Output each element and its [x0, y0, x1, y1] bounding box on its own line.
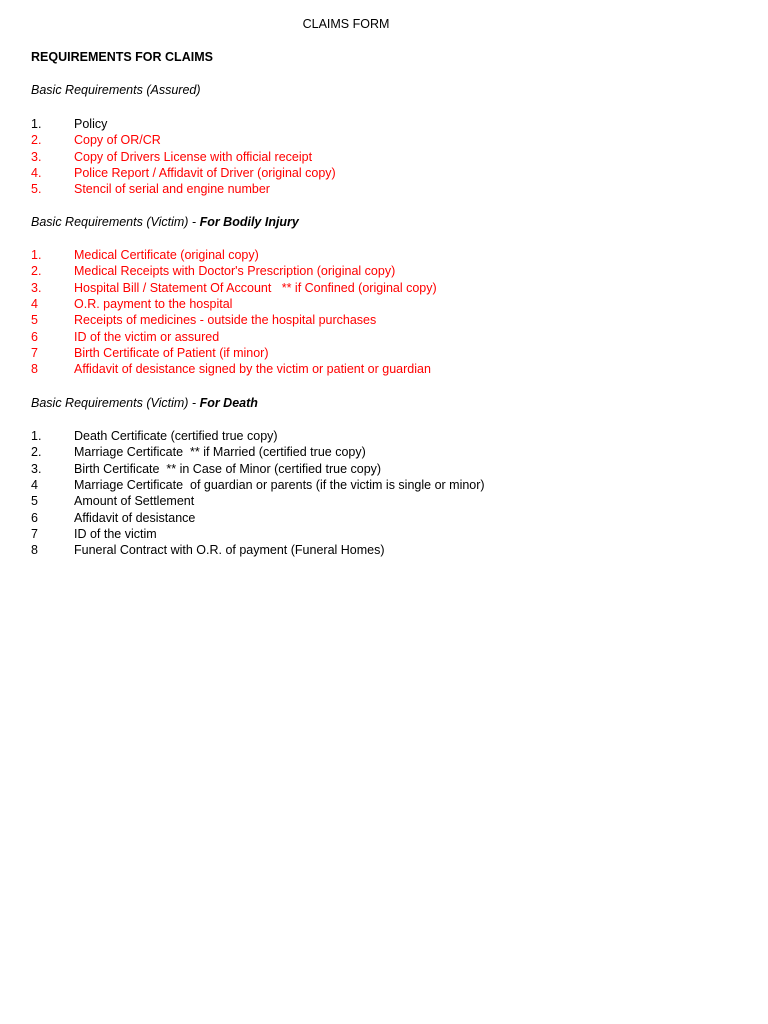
- item-number: 5: [31, 494, 38, 509]
- death-subheading-prefix: Basic Requirements (Victim) -: [31, 396, 200, 410]
- list-item: [31, 444, 366, 460]
- item-number: 7: [31, 346, 38, 361]
- list-item: [31, 296, 233, 312]
- item-text: Marriage Certificate ** if Married (certified true copy): [74, 445, 366, 460]
- item-number: 2.: [31, 133, 42, 148]
- list-item: [31, 345, 269, 361]
- item-text: Funeral Contract with O.R. of payment (Funeral Homes): [74, 543, 385, 558]
- item-text: Marriage Certificate of guardian or parents (if the victim is single or minor): [74, 478, 485, 493]
- list-item: [31, 280, 437, 296]
- item-text: Birth Certificate ** in Case of Minor (certified true copy): [74, 461, 382, 476]
- item-text: Receipts of medicines - outside the hospital purchases: [74, 313, 377, 328]
- death-subheading: [31, 395, 258, 411]
- item-number: 1.: [31, 117, 42, 131]
- item-number: 7: [31, 527, 38, 542]
- item-number: 4.: [31, 166, 42, 181]
- list-item: [31, 510, 196, 526]
- list-item: [31, 461, 382, 477]
- item-text: Medical Certificate (original copy): [74, 248, 259, 262]
- item-text: Police Report / Affidavit of Driver (original copy): [74, 166, 336, 181]
- item-text: Hospital Bill / Statement Of Account ** if Confined (original copy): [74, 280, 437, 295]
- item-number: 2.: [31, 445, 42, 460]
- item-number: 2.: [31, 264, 42, 279]
- bodily-injury-subheading-prefix: Basic Requirements (Victim) -: [31, 215, 200, 229]
- item-text: Policy: [74, 117, 108, 131]
- list-item: [31, 477, 485, 493]
- item-text: Affidavit of desistance signed by the victim or patient or guardian: [74, 362, 431, 377]
- item-text: Affidavit of desistance: [74, 510, 196, 525]
- list-item: [31, 493, 195, 509]
- list-item: [31, 132, 161, 148]
- item-text: Amount of Settlement: [74, 494, 195, 509]
- list-item: [31, 361, 431, 377]
- item-number: 3.: [31, 280, 42, 295]
- bodily-injury-subheading-bold: For Bodily Injury: [199, 215, 299, 229]
- list-item: [31, 312, 377, 328]
- item-text: Copy of OR/CR: [74, 133, 161, 148]
- item-text: Copy of Drivers License with official receipt: [74, 149, 313, 164]
- item-number: 3.: [31, 461, 42, 476]
- item-number: 1.: [31, 429, 42, 443]
- bodily-injury-subheading: [31, 214, 299, 230]
- item-number: 1.: [31, 248, 42, 262]
- item-number: 8: [31, 543, 38, 558]
- item-text: Birth Certificate of Patient (if minor): [74, 346, 269, 361]
- item-text: ID of the victim: [74, 527, 157, 542]
- assured-list: [31, 116, 336, 198]
- death-list: [31, 428, 485, 559]
- list-item: [31, 428, 278, 444]
- list-item: [31, 165, 336, 181]
- item-number: 5.: [31, 182, 42, 197]
- death-subheading-bold: For Death: [199, 396, 258, 410]
- assured-subheading-text: Basic Requirements (Assured): [31, 83, 201, 97]
- bodily-injury-list: [31, 247, 437, 378]
- list-item: [31, 329, 220, 345]
- item-number: 5: [31, 313, 38, 328]
- list-item: [31, 526, 157, 542]
- item-number: 3.: [31, 149, 42, 164]
- list-item: [31, 181, 270, 197]
- item-text: O.R. payment to the hospital: [74, 297, 233, 312]
- list-item: [31, 116, 108, 132]
- item-text: ID of the victim or assured: [74, 329, 220, 344]
- list-item: [31, 149, 313, 165]
- item-text: Death Certificate (certified true copy): [74, 429, 278, 443]
- item-number: 4: [31, 478, 38, 493]
- item-number: 8: [31, 362, 38, 377]
- assured-subheading: [31, 82, 201, 98]
- document-title: CLAIMS FORM: [302, 17, 390, 31]
- list-item: [31, 247, 259, 263]
- item-number: 4: [31, 297, 38, 312]
- item-number: 6: [31, 510, 38, 525]
- list-item: [31, 263, 396, 279]
- list-item: [31, 542, 385, 558]
- requirements-heading: REQUIREMENTS FOR CLAIMS: [31, 50, 213, 64]
- item-text: Stencil of serial and engine number: [74, 182, 270, 197]
- item-text: Medical Receipts with Doctor's Prescription (original copy): [74, 264, 396, 279]
- item-number: 6: [31, 329, 38, 344]
